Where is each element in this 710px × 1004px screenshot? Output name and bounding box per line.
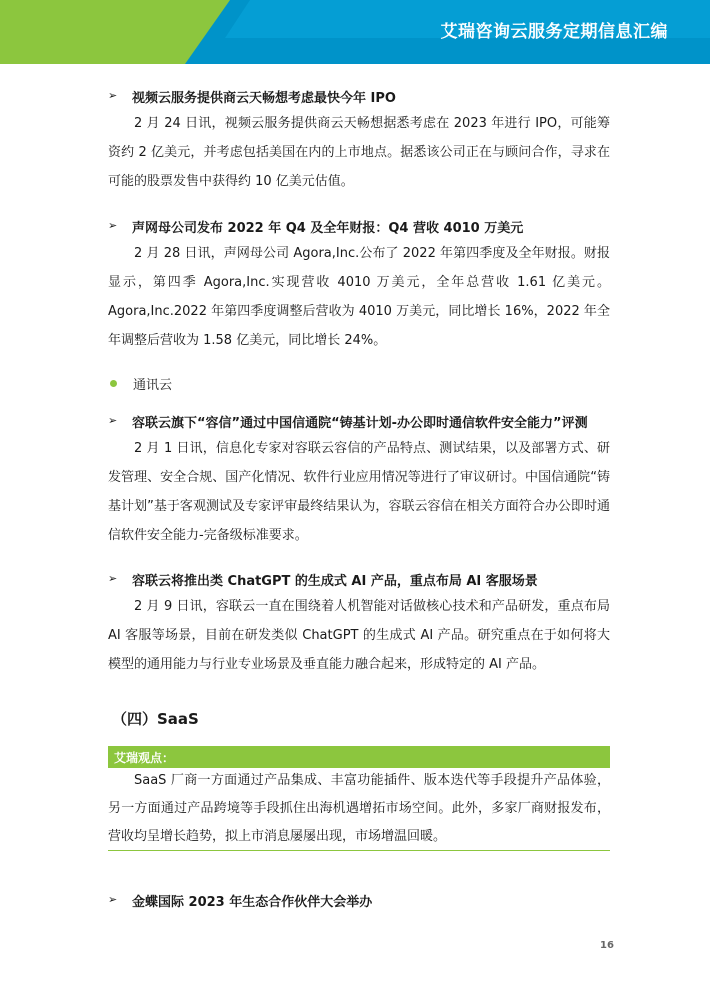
arrow-right-icon: ➢ [108, 572, 118, 585]
document-title: 艾瑞咨询云服务定期信息汇编 [440, 22, 668, 42]
news-paragraph: 2 月 1 日讯，信息化专家对容联云容信的产品特点、测试结果，以及部署方式、研发管理、安全合规、国产化情况、软件行业应用情况等进行了审议研讨。中国信通院“铸基计划”基于客观测试及专家评审最终结果认为，容联云容信在相关方面符合办公即时通信软件安全能力-完备级标准要求。 [108, 441, 610, 543]
news-paragraph: 2 月 28 日讯，声网母公司 Agora,Inc.公布了 2022 年第四季度及全年财报。财报显示，第四季 Agora,Inc.实现营收 4010 万美元，全年总营收 1.61 亿美元。Agora,Inc.2022 年第四季度调整后营收为 4010 万美元，同比增长 16%，2022 年全年调整后营收为 1.58 亿美元，同比增长 24%。 [108, 246, 610, 348]
dot-icon [110, 380, 117, 387]
news-paragraph: 2 月 24 日讯，视频云服务提供商云天畅想据悉考虑在 2023 年进行 IPO，可能筹资约 2 亿美元，并考虑包括美国在内的上市地点。据悉该公司正在与顾问合作，寻求在可能的股票发售中获得约 10 亿美元估值。 [108, 116, 610, 189]
news-heading: 容联云旗下“容信”通过中国信通院“铸基计划-办公即时通信软件安全能力”评测 [132, 416, 588, 431]
viewpoint-divider [108, 850, 610, 851]
viewpoint-header [108, 746, 610, 768]
arrow-right-icon: ➢ [108, 414, 118, 427]
section-title: （四）SaaS [112, 710, 199, 728]
news-heading: 容联云将推出类 ChatGPT 的生成式 AI 产品，重点布局 AI 客服场景 [132, 574, 538, 589]
news-heading: 视频云服务提供商云天畅想考虑最快今年 IPO [132, 91, 396, 106]
arrow-right-icon: ➢ [108, 89, 118, 102]
news-heading: 声网母公司发布 2022 年 Q4 及全年财报：Q4 营收 4010 万美元 [132, 221, 524, 236]
page-number: 16 [600, 940, 614, 951]
viewpoint-text: SaaS 厂商一方面通过产品集成、丰富功能插件、版本迭代等手段提升产品体验，另一方面通过产品跨境等手段抓住出海机遇增拓市场空间。此外，多家厂商财报发布，营收均呈增长趋势，拟上市消息屡屡出现，市场增温回暖。 [108, 773, 610, 844]
news-paragraph: 2 月 9 日讯，容联云一直在围绕着人机智能对话做核心技术和产品研发，重点布局 AI 客服等场景，目前在研发类似 ChatGPT 的生成式 AI 产品。研究重点在于如何将大模型的通用能力与行业专业场景及垂直能力融合起来，形成特定的 AI 产品。 [108, 599, 610, 672]
subsection-label: 通讯云 [133, 378, 173, 393]
arrow-right-icon: ➢ [108, 893, 118, 906]
news-heading: 金蝶国际 2023 年生态合作伙伴大会举办 [132, 895, 373, 910]
viewpoint-label: 艾瑞观点： [114, 751, 175, 765]
header-banner [0, 0, 710, 64]
arrow-right-icon: ➢ [108, 219, 118, 232]
